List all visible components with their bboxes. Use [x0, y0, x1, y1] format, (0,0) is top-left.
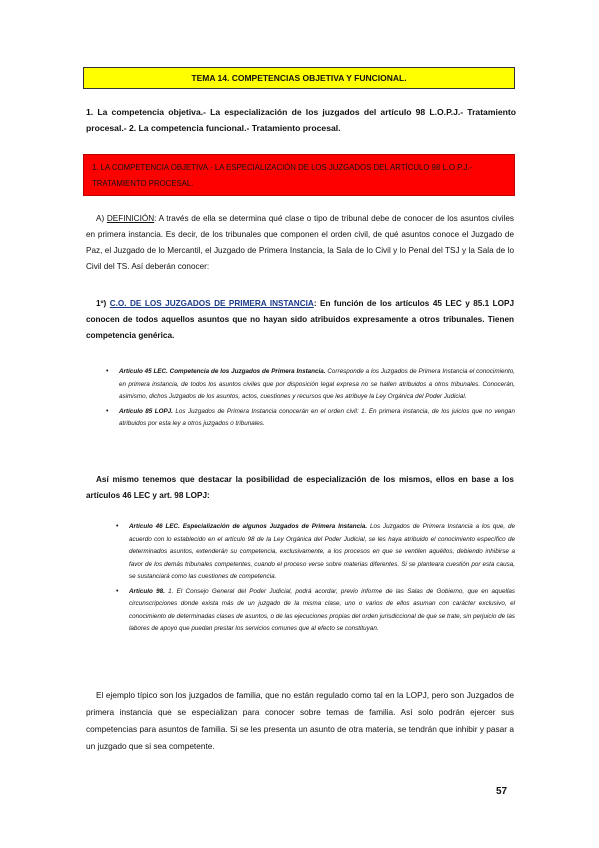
definition-text: : A través de ella se determina qué clase o tipo de tribunal debe de conocer de los asuntos civiles en primera instancia. Es decir, de los tribunales que componen el orden civil, de qué asuntos conoce el Juzgado de Paz, el Juzgado de lo Mercantil, el Juzgado de Primera Instancia, la Sala de lo Civil y lo Penal del TSJ y la Sala de lo Civil del TS. Así deberán conocer:: [86, 214, 514, 271]
article-title: Artículo 85 LOPJ.: [119, 407, 173, 415]
list-item: [106, 366, 515, 404]
bullet-icon: •: [106, 407, 109, 415]
first-competence-paragraph: [86, 296, 514, 344]
article-text: Corresponde a los Juzgados de Primera Instancia el conocimiento, en primera instancia, de todos los asuntos civiles que por disposición legal expresa no se hallen atribuidos a otros tribunales. Conocerán, asimismo, dichos Juzgados de los asuntos, actos, cuestiones y recursos que les atribuye la Ley Orgánica del Poder Judicial.: [119, 368, 515, 400]
definition-prefix: A): [96, 214, 107, 223]
definition-paragraph: [86, 211, 514, 275]
topic-title: TEMA 14. COMPETENCIAS OBJETIVA Y FUNCIONAL.: [191, 73, 407, 83]
definition-label: DEFINICIÓN: [106, 214, 155, 223]
topic-summary: 1. La competencia objetiva.- La especialización de los juzgados del artículo 98 L.O.P.J.- Tratamiento procesal.- 2. La competencia funcional.- Tratamiento procesal.: [86, 107, 516, 133]
article-text: Los Juzgados de Primera Instancia conocerán en el orden civil: 1. En primera instancia, de los juicios que no vengan atribuidos por esta ley a otros juzgados o tribunales.: [119, 407, 515, 427]
list-item: [116, 586, 515, 636]
list-item: [106, 406, 515, 431]
bullet-icon: •: [106, 368, 109, 375]
specialization-text: Así mismo tenemos que destacar la posibilidad de especialización de los mismos, ellos en base a los artículos 46 LEC y art. 98 LOPJ:: [86, 475, 514, 500]
example-text: El ejemplo típico son los juzgados de familia, que no están regulado como tal en la LOPJ, pero son Juzgados de primera instancia que se especializan para conocer sobre temas de familia. Así solo podrán ejercer sus competencias para asuntos de familia. Si se les presenta un asunto de otra materia, se tendrán que inhibir y pasar a un juzgado que si sea competente.: [86, 690, 514, 751]
article-title: Artículo 98.: [129, 587, 165, 595]
article-title: Artículo 46 LEC. Especialización de algunos Juzgados de Primera Instancia.: [129, 523, 368, 530]
topic-title-banner: [83, 67, 515, 89]
article-text: Los Juzgados de Primera Instancia a los que, de acuerdo con lo establecido en el artículo 98 de la Ley Orgánica del Poder Judicial, se les haya atribuido el conocimiento específico de determinados asuntos, extenderán su competencia, exclusivamente, a los procesos en que se ventilen aquéllos, debiendo inhibirse a favor de los demás tribunales competentes, cuando el proceso verse sobre materias diferentes. Si se planteara cuestión por esta causa, se sustanciará como las cuestiones de competencia.: [129, 523, 515, 580]
example-paragraph: [86, 687, 514, 755]
specialization-paragraph: [86, 472, 514, 504]
article-list-1: [106, 366, 515, 433]
list-item: [116, 521, 515, 584]
first-text: : En función de los artículos 45 LEC y 85.1 LOPJ conocen de todos aquellos asuntos que no hayan sido atribuidos expresamente a otros tribunales. Tienen competencia genérica.: [86, 299, 515, 340]
first-label: C.O. DE LOS JUZGADOS DE PRIMERA INSTANCIA: [109, 299, 314, 308]
bullet-icon: •: [116, 587, 119, 595]
section-heading: 1. LA COMPETENCIA OBJETIVA.- LA ESPECIALIZACIÓN DE LOS JUZGADOS DEL ARTÍCULO 98 L.O.P.J.- TRATAMIENTO PROCESAL.: [92, 163, 473, 188]
article-title: Artículo 45 LEC. Competencia de los Juzgados de Primera Instancia.: [119, 368, 326, 375]
article-list-2: [116, 521, 515, 638]
page-number: 57: [496, 786, 508, 797]
first-prefix: 1º): [96, 299, 110, 308]
bullet-icon: •: [116, 523, 119, 530]
article-text: 1. El Consejo General del Poder Judicial, podrá acordar, previo informe de las Salas de Gobierno, que en aquellas circunscripciones donde exista más de un juzgado de la misma clase, uno o varios de ellos asuman con carácter exclusivo, el conocimiento de determinadas clases de asuntos, o de las ejecuciones propias del orden jurisdiccional de que se trate, sin perjuicio de las labores de apoyo que puedan prestar los servicios comunes que al efecto se constituyan.: [129, 587, 515, 632]
section-heading-banner: [83, 154, 515, 196]
